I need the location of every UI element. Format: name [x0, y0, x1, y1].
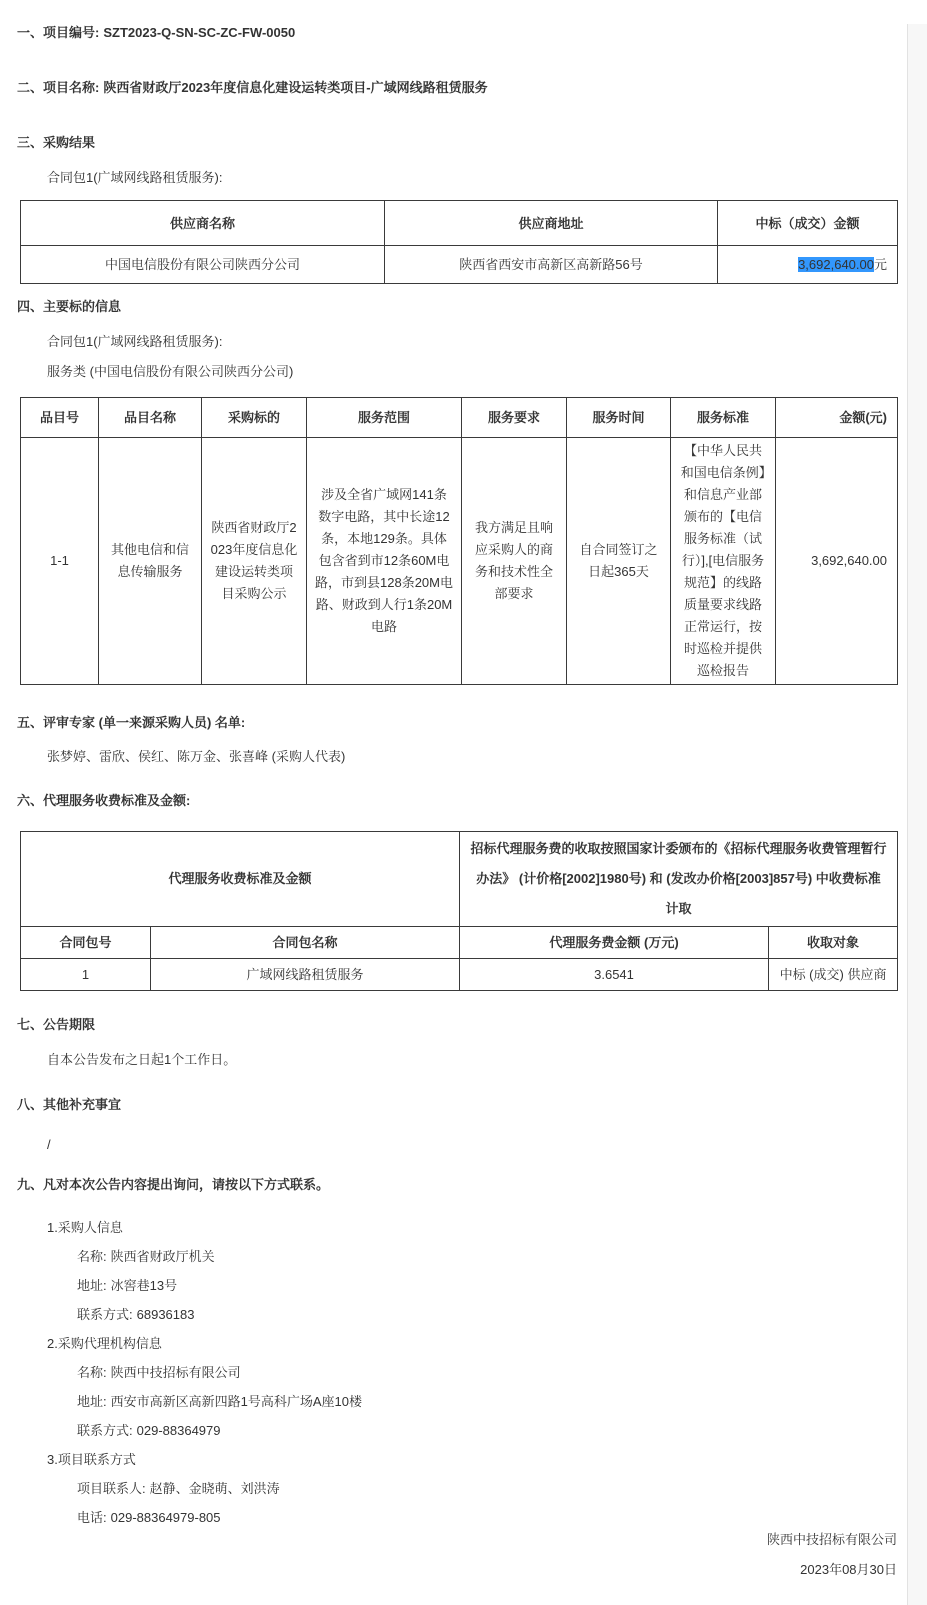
section-notice-period-title: 七、公告期限: [17, 1017, 96, 1032]
scope-cell: 涉及全省广域网141条数字电路，其中长途12条，本地129条。具体包含省到市12条60M电路，市到县128条20M电路、财政到人行1条20M电路: [307, 438, 462, 685]
supplier-address-cell: 陕西省西安市高新区高新路56号: [385, 246, 718, 284]
section-agency-fee-title: 六、代理服务收费标准及金额:: [17, 793, 191, 808]
subject-table-header-row: [21, 398, 898, 438]
subject-table-data-row: [21, 438, 898, 685]
subject-header-item-no: 品目号: [21, 398, 99, 438]
project-contact-phone-value: 029-88364979-805: [110, 1510, 221, 1525]
package-name-cell: 广域网线路租赁服务: [151, 959, 460, 991]
project-name-value: 陕西省财政厅2023年度信息化建设运转类项目-广域网线路租赁服务: [103, 80, 488, 95]
agency-name-line: [77, 1364, 897, 1381]
purchaser-address-label: 地址:: [77, 1278, 107, 1293]
standard-cell: 【中华人民共和国电信条例】和信息产业部颁布的【电信服务标准（试行）],[电信服务规范】的线路质量要求线路正常运行，按时巡检并提供巡检报告: [671, 438, 776, 685]
subject-package-label: 合同包1(广域网线路租赁服务):: [47, 334, 223, 349]
package-no-cell: 1: [21, 959, 151, 991]
result-package-label: 合同包1(广域网线路租赁服务):: [47, 170, 223, 185]
page-right-edge: [907, 24, 927, 1605]
agency-name-value: 陕西中技招标有限公司: [110, 1365, 241, 1380]
agency-header-payer: 收取对象: [769, 927, 898, 959]
subject-header-target: 采购标的: [202, 398, 307, 438]
project-contact-person-label: 项目联系人:: [77, 1481, 146, 1496]
section-supplementary-title: 八、其他补充事宜: [17, 1097, 122, 1112]
agency-phone-line: [77, 1422, 897, 1439]
section-contact-title: 九、凡对本次公告内容提出询问，请按以下方式联系。: [17, 1177, 330, 1192]
agency-fee-merged-label: 代理服务收费标准及金额: [21, 832, 460, 927]
result-table: [20, 200, 898, 284]
supplier-name-cell: 中国电信股份有限公司陕西分公司: [21, 246, 385, 284]
section-procurement-result-title: 三、采购结果: [17, 135, 96, 150]
purchaser-phone-value: 68936183: [136, 1307, 195, 1322]
target-cell: 陕西省财政厅2023年度信息化建设运转类项目采购公示: [202, 438, 307, 685]
agency-fee-merged-desc: 招标代理服务费的收取按照国家计委颁布的《招标代理服务收费管理暂行办法》 (计价格[2002]1980号) 和 (发改办价格[2003]857号) 中收费标准计取: [460, 832, 898, 927]
purchaser-name-line: [77, 1248, 897, 1265]
purchaser-address-value: 冰窖巷13号: [110, 1278, 178, 1293]
agency-header-package-no: 合同包号: [21, 927, 151, 959]
subject-header-duration: 服务时间: [567, 398, 671, 438]
project-contact-phone-label: 电话:: [77, 1510, 107, 1525]
winning-amount-unit: 元: [873, 256, 887, 272]
result-header-winning-amount: 中标（成交）金额: [718, 201, 898, 246]
contact-block: [17, 1219, 897, 1526]
announcement-content: [0, 24, 927, 1578]
section-subject-info-title: 四、主要标的信息: [17, 299, 122, 314]
purchaser-name-value: 陕西省财政厅机关: [110, 1249, 215, 1264]
item-name-cell: 其他电信和信息传输服务: [99, 438, 202, 685]
subject-category-label: 服务类 (中国电信股份有限公司陕西分公司): [47, 364, 294, 379]
section-project-number: [17, 24, 897, 41]
supplementary-body: /: [47, 1137, 51, 1152]
result-header-supplier-address: 供应商地址: [385, 201, 718, 246]
agency-fee-table: [20, 831, 898, 991]
project-contact-phone-line: [77, 1509, 897, 1526]
agency-phone-value: 029-88364979: [136, 1423, 221, 1438]
result-table-header-row: [21, 201, 898, 246]
payer-cell: 中标 (成交) 供应商: [769, 959, 898, 991]
subject-header-requirement: 服务要求: [462, 398, 567, 438]
subject-header-standard: 服务标准: [671, 398, 776, 438]
experts-names: 张梦婷、雷欣、侯红、陈万金、张喜峰 (采购人代表): [47, 749, 346, 764]
project-contact-person-line: [77, 1480, 897, 1497]
requirement-cell: 我方满足且响应采购人的商务和技术性全部要求: [462, 438, 567, 685]
section-project-name: [17, 79, 897, 96]
purchaser-phone-line: [77, 1306, 897, 1323]
winning-amount-cell: [718, 246, 898, 284]
purchaser-phone-label: 联系方式:: [77, 1307, 133, 1322]
duration-cell: 自合同签订之日起365天: [567, 438, 671, 685]
project-name-label: 二、项目名称:: [17, 80, 100, 95]
fee-amount-cell: 3.6541: [460, 959, 769, 991]
notice-period-body: 自本公告发布之日起1个工作日。: [47, 1052, 237, 1067]
agency-address-value: 西安市高新区高新四路1号高科广场A座10楼: [110, 1394, 362, 1409]
agency-fee-header-row: [21, 927, 898, 959]
purchaser-address-line: [77, 1277, 897, 1294]
subject-table: [20, 397, 898, 685]
announcement-page: [0, 24, 927, 1605]
purchaser-info-heading: 1.采购人信息: [47, 1220, 123, 1235]
project-number-label: 一、项目编号:: [17, 25, 100, 40]
agency-header-fee-amount: 代理服务费金额 (万元): [460, 927, 769, 959]
result-header-supplier-name: 供应商名称: [21, 201, 385, 246]
winning-amount-selected-text: 3,692,640.00: [798, 256, 874, 272]
subject-amount-cell: 3,692,640.00: [776, 438, 898, 685]
agency-address-line: [77, 1393, 897, 1410]
agency-address-label: 地址:: [77, 1394, 107, 1409]
project-number-value: SZT2023-Q-SN-SC-ZC-FW-0050: [103, 25, 296, 40]
footer-company: 陕西中技招标有限公司: [766, 1532, 897, 1547]
subject-header-amount: 金额(元): [776, 398, 898, 438]
footer-date: 2023年08月30日: [800, 1562, 897, 1577]
agency-header-package-name: 合同包名称: [151, 927, 460, 959]
purchaser-name-label: 名称:: [77, 1249, 107, 1264]
item-no-cell: 1-1: [21, 438, 99, 685]
subject-header-item-name: 品目名称: [99, 398, 202, 438]
result-table-data-row: [21, 246, 898, 284]
project-contact-heading: 3.项目联系方式: [47, 1452, 136, 1467]
agency-phone-label: 联系方式:: [77, 1423, 133, 1438]
project-contact-person-value: 赵静、金晓萌、刘洪涛: [149, 1481, 280, 1496]
agency-info-heading: 2.采购代理机构信息: [47, 1336, 162, 1351]
agency-fee-data-row: [21, 959, 898, 991]
agency-fee-merged-row: [21, 832, 898, 927]
subject-header-scope: 服务范围: [307, 398, 462, 438]
agency-name-label: 名称:: [77, 1365, 107, 1380]
section-experts-title: 五、评审专家 (单一来源采购人员) 名单:: [17, 715, 246, 730]
